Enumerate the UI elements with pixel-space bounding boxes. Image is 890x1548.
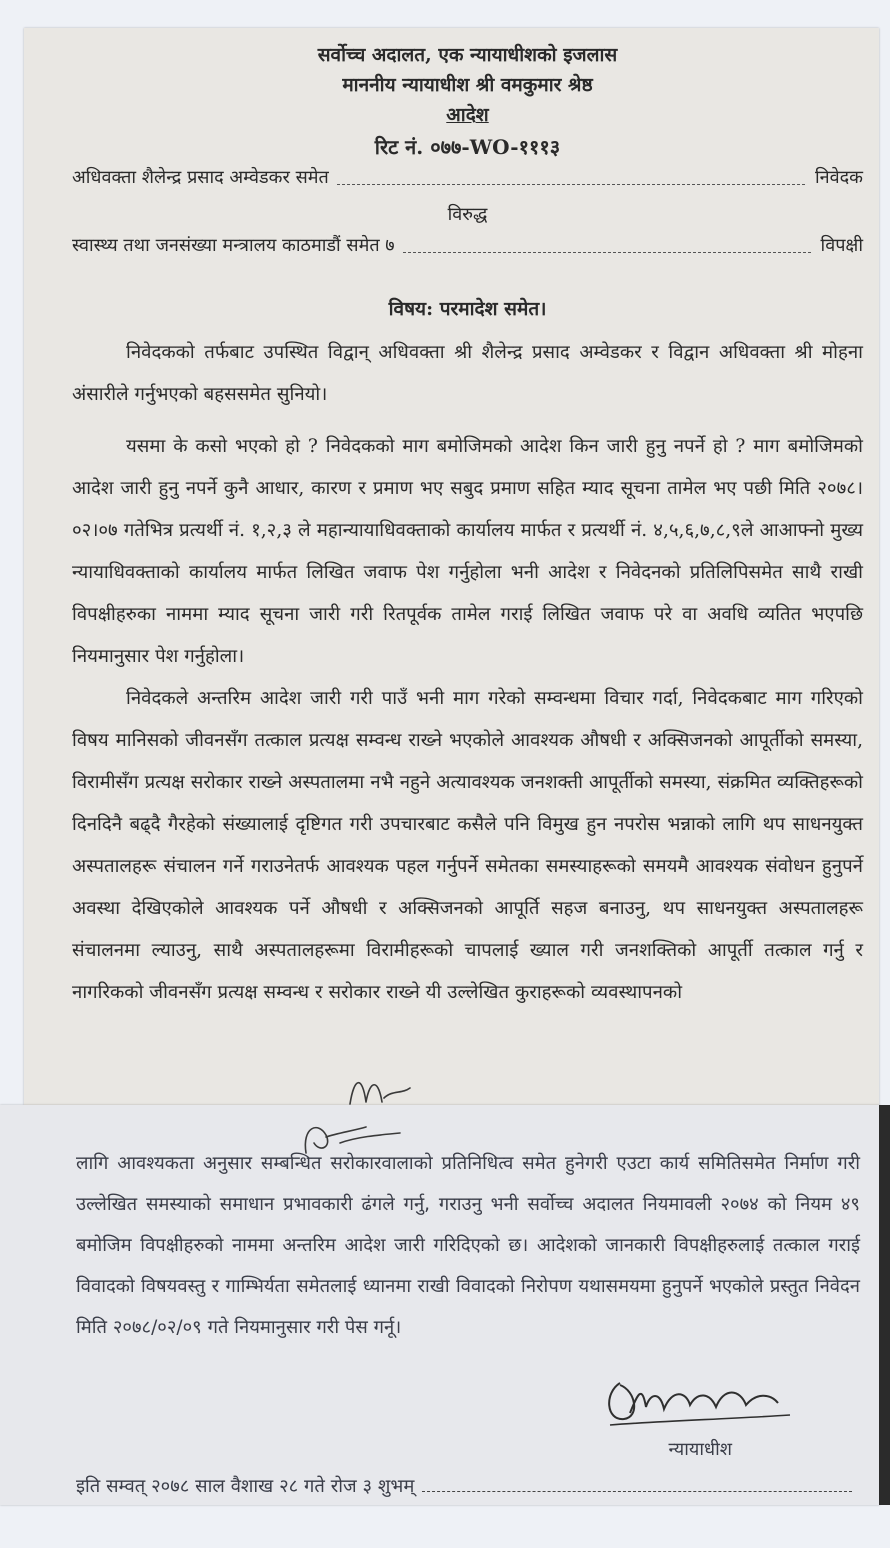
background-edge xyxy=(879,1105,890,1505)
judge-signature xyxy=(590,1363,810,1433)
paragraph-hearing: निवेदकको तर्फबाट उपस्थित विद्वान् अधिवक्ता श्री शैलेन्द्र प्रसाद अम्वेडकर र विद्वान अधिवक्ता श्री मोहना अंसारीले गर्नुभएको बहससमेत सुनियो। xyxy=(72,342,863,405)
paragraph-working-committee: लागि आवश्यकता अनुसार सम्बन्धित सरोकारवालाको प्रतिनिधित्व समेत हुनेगरी एउटा कार्य समितिसमेत निर्माण गरी उल्लेखित समस्याको समाधान प्रभावकारी ढंगले गर्नु, गराउनु भनी सर्वोच्च अदालत नियमावली २०७४ को नियम ४९ बमोजिम विपक्षीहरुको नाममा अन्तरिम आदेश जारी गरिदिएको छ। आदेशको जानकारी विपक्षीहरुलाई तत्काल गराई विवादको विषयवस्तु र गाम्भिर्यता समेतलाई ध्यानमा राखी विवादको निरोपण यथासमयमा हुनुपर्ने भएकोले प्रस्तुत निवेदन मिति २०७८/०२/०९ गते नियमानुसार गरी पेस गर्नू। xyxy=(76,1153,860,1338)
initials-mark xyxy=(296,1113,406,1163)
dash-leader xyxy=(422,1491,852,1492)
judge-title: न्यायाधीश xyxy=(668,1439,732,1460)
dash-leader xyxy=(403,252,811,253)
respondent-row xyxy=(72,232,863,260)
petitioner-row xyxy=(72,164,863,192)
respondent-name: स्वास्थ्य तथा जनसंख्या मन्त्रालय काठमाडौं समेत ७ xyxy=(72,235,395,256)
petitioner-role: निवेदक xyxy=(814,167,863,188)
dash-leader xyxy=(337,184,805,185)
writ-number: रिट नं. ०७७-WO-१११३ xyxy=(374,135,561,159)
court-heading: सर्वोच्च अदालत, एक न्यायाधीशको इजलास xyxy=(317,44,618,66)
petitioner-name: अधिवक्ता शैलेन्द्र प्रसाद अम्वेडकर समेत xyxy=(72,167,329,188)
order-page-1 xyxy=(24,28,879,1105)
subject-line: विषय: परमादेश समेत। xyxy=(388,298,547,320)
order-page-2 xyxy=(0,1105,880,1505)
respondent-role: विपक्षी xyxy=(820,235,863,256)
versus-label: विरुद्ध xyxy=(447,204,488,225)
document-type: आदेश xyxy=(446,104,489,126)
date-line-row xyxy=(76,1473,852,1498)
judge-heading: माननीय न्यायाधीश श्री वमकुमार श्रेष्ठ xyxy=(342,74,593,96)
paragraph-interim-order: निवेदकले अन्तरिम आदेश जारी गरी पाउँ भनी माग गरेको सम्वन्धमा विचार गर्दा, निवेदकबाट माग गरिएको विषय मानिसको जीवनसँग तत्काल प्रत्यक्ष सम्वन्ध राख्ने भएकोले आवश्यक औषधी र अक्सिजनको आपूर्तीको समस्या, विरामीसँग प्रत्यक्ष सरोकार राख्ने अस्पतालमा नभै नहुने अत्यावश्यक जनशक्ती आपूर्तीको समस्या, संक्रमित व्यक्तिहरूको दिनदिनै बढ्दै गैरहेको संख्यालाई दृष्टिगत गरी उपचारबाट कसैले पनि विमुख हुन नपरोस भन्नाको लागि थप साधनयुक्त अस्पतालहरू संचालन गर्ने गराउनेतर्फ आवश्यक पहल गर्नुपर्ने समेतका समस्याहरूको समयमै आवश्यक संवोधन हुनुपर्ने अवस्था देखिएकोले आवश्यक पर्ने औषधी र अक्सिजनको आपूर्ति सहज बनाउनु, थप साधनयुक्त अस्पतालहरू संचालनमा ल्याउनु, साथै अस्पतालहरूमा विरामीहरूको चापलाई ख्याल गरी जनशक्तिको आपूर्ती तत्काल गर्नु र नागरिकको जीवनसँग प्रत्यक्ष सम्वन्ध र सरोकार राख्ने यी उल्लेखित कुराहरूको व्यवस्थापनको xyxy=(72,688,863,1003)
date-line: इति सम्वत् २०७८ साल वैशाख २८ गते रोज ३ शुभम् xyxy=(76,1476,415,1497)
paragraph-show-cause: यसमा के कसो भएको हो ? निवेदकको माग बमोजिमको आदेश किन जारी हुनु नपर्ने हो ? माग बमोजिमको आदेश जारी हुनु नपर्ने कुनै आधार, कारण र प्रमाण भए सबुद प्रमाण सहित म्याद सूचना तामेल भए पछी मिति २०७८।०२।०७ गतेभित्र प्रत्यर्थी नं. १,२,३ ले महान्यायाधिवक्ताको कार्यालय मार्फत र प्रत्यर्थी नं. ४,५,६,७,८,९ले आआफ्नो मुख्य न्यायाधिवक्ताको कार्यालय मार्फत लिखित जवाफ पेश गर्नुहोला भनी आदेश र निवेदनको प्रतिलिपिसमेत साथै राखी विपक्षीहरुका नाममा म्याद सूचना जारी गरी रितपूर्वक तामेल गराई लिखित जवाफ परे वा अवधि व्यतित भएपछि नियमानुसार पेश गर्नुहोला। xyxy=(72,436,863,667)
